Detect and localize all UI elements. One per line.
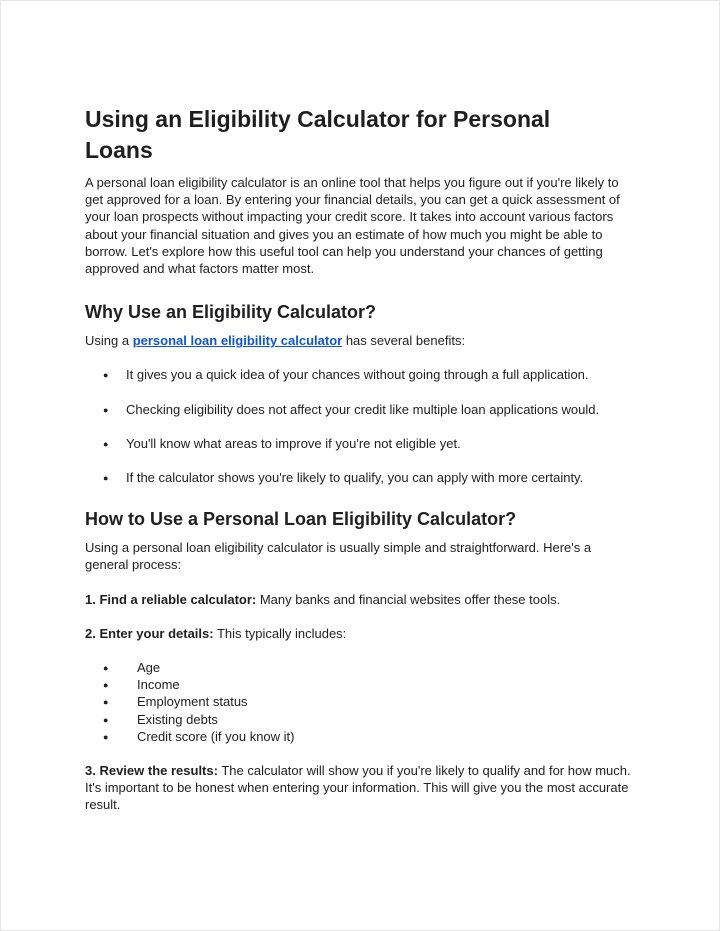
benefits-lead-after: has several benefits: <box>342 333 466 349</box>
list-item: ● If the calculator shows you're likely to qualify, you can apply with more certainty. <box>85 469 636 486</box>
list-item: ● Credit score (if you know it) <box>85 728 636 745</box>
list-item: ● Income <box>85 676 636 693</box>
eligibility-calculator-link[interactable]: personal loan eligibility calculator <box>132 333 343 349</box>
how-heading: How to Use a Personal Loan Eligibility Calculator? <box>85 509 517 530</box>
list-item: ● Age <box>85 659 636 676</box>
list-item: ● Existing debts <box>85 711 636 728</box>
benefits-list <box>85 366 636 486</box>
step-3 <box>85 762 636 814</box>
step-3-label: 3. Review the results: <box>85 763 218 779</box>
step-2 <box>85 625 636 642</box>
step-3-text: The calculator will show you if you're likely to qualify and for how much. It's important to be honest when entering your information. This will give you the most accurate result. <box>85 763 631 813</box>
list-item: ● It gives you a quick idea of your chances without going through a full application. <box>85 366 636 383</box>
list-item: ● Employment status <box>85 693 636 710</box>
step-2-label: 2. Enter your details: <box>85 625 214 641</box>
step-1-text: Many banks and financial websites offer these tools. <box>256 591 561 607</box>
process-intro: Using a personal loan eligibility calculator is usually simple and straightforward. Here's a general process: <box>85 540 592 573</box>
intro-paragraph: A personal loan eligibility calculator is an online tool that helps you figure out if you're likely to get approved for a loan. By entering your financial details, you can get a quick assessment of your loan prospects without impacting your credit score. It takes into account various factors about your financial situation and gives you an estimate of how much you might be able to borrow. Let's explore how this useful tool can help you understand your chances of getting approved and what factors matter most. <box>85 175 620 277</box>
list-item: ● You'll know what areas to improve if you're not eligible yet. <box>85 435 636 452</box>
step-1 <box>85 591 636 608</box>
why-heading: Why Use an Eligibility Calculator? <box>85 302 377 323</box>
list-item: ● Checking eligibility does not affect your credit like multiple loan applications would. <box>85 401 636 418</box>
step-2-text: This typically includes: <box>213 625 347 641</box>
step-1-label: 1. Find a reliable calculator: <box>85 591 257 607</box>
benefits-lead <box>85 332 636 349</box>
page-title: Using an Eligibility Calculator for Personal Loans <box>85 106 551 163</box>
details-list <box>85 659 636 745</box>
benefits-lead-before: Using a <box>85 333 133 349</box>
